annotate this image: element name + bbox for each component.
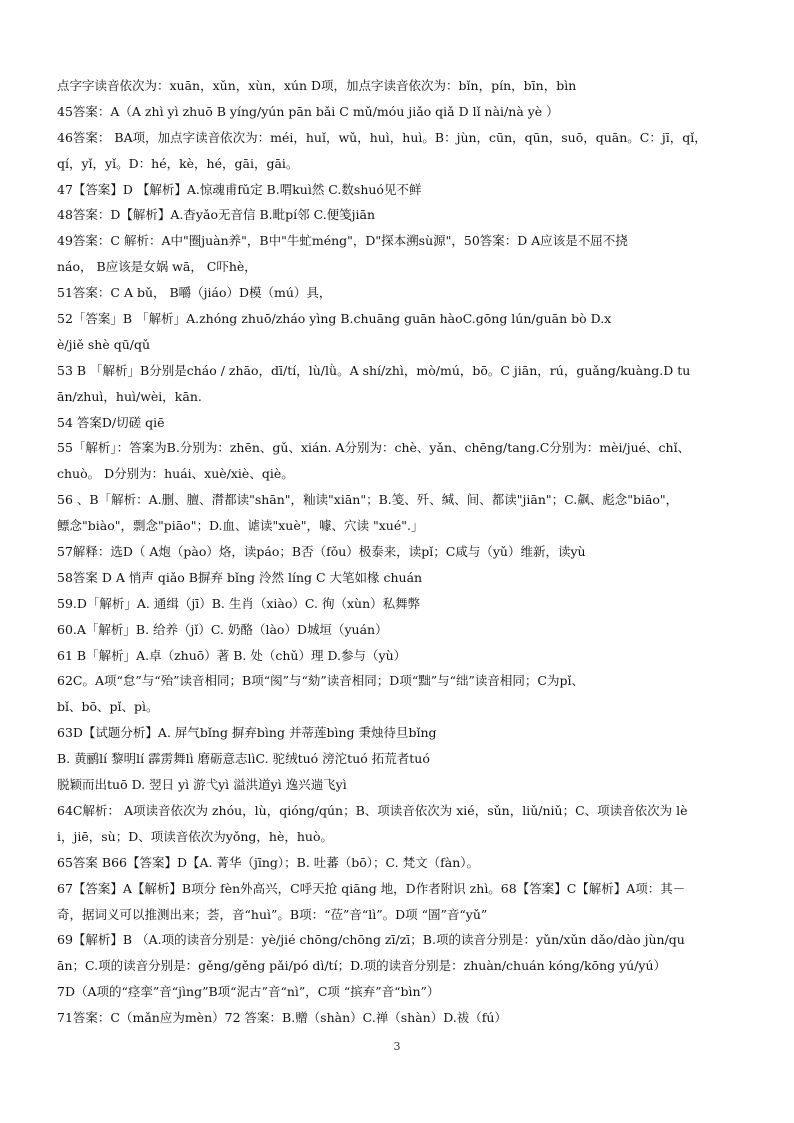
text-line: 脱颖而出tuō D. 翌日 yì 游弋yì 溢洪道yì 逸兴遄飞yì: [57, 777, 347, 793]
text-line: 47【答案】D 【解析】A.惊魂甫fǔ定 B.喟kuì然 C.数shuó见不鲜: [57, 181, 422, 197]
text-line: 49答案：C 解析：A中"圈juàn养"，B中"牛虻méng"，D"探本溯sù源"，50答案：D A应该是不屈不挠: [57, 233, 628, 249]
text-line: náo， B应该是女娲 wā， C吓hè，: [57, 259, 257, 275]
text-line: 54 答案D/切磋 qiē: [57, 414, 165, 430]
text-line: ān/zhuì，huì/wèi，kān.: [57, 388, 202, 404]
answer-text-block: [57, 73, 794, 1031]
text-line: 57解释：选D（ A炮（pào）烙，读páo；B否（fǒu）极泰来，读pǐ；C咸与（yǔ）维新，读yù: [57, 544, 586, 560]
text-line: 63D【试题分析】A. 屏气bǐng 摒弃bìng 并蒂莲bìng 秉烛待旦bǐng: [57, 725, 437, 741]
page-number: 3: [393, 1040, 401, 1053]
text-line: 鳔念"biào"，剽念"piāo"；D.血、谑读"xuè"，噱、穴读 "xué".」: [57, 518, 424, 534]
text-line: 点字字读音依次为：xuān，xǔn，xùn，xún D项，加点字读音依次为：bǐn，pín，bīn，bìn: [57, 78, 577, 93]
text-line: qí，yǐ，yǐ。D：hé，kè，hé，gāi，gāi。: [57, 155, 299, 171]
text-line: 53 B 「解析」B分别是cháo / zhāo，dī/tí，lù/lǜ。A shí/zhì，mò/mú，bō。C jiān，rú，guǎng/kuàng.D tu: [57, 362, 691, 378]
text-line: ān；C.项的读音分别是：gěng/gěng pǎi/pó dì/tí；D.项的读音分别是：zhuàn/chuán kóng/kōng yú/yú）: [57, 958, 667, 974]
text-line: 45答案：A（A zhì yì zhuō B yíng/yún pān bǎi C mǔ/móu jiǎo qiǎ D lǐ nài/nà yè ）: [57, 103, 559, 119]
text-line: 65答案 B66【答案】D【A. 菁华（jīng）；B. 吐蕃（bō）；C. 梵文（fàn）。: [57, 854, 479, 870]
text-line: 48答案：D【解析】A.杳yǎo无音信 B.毗pí邻 C.便笺jiān: [57, 207, 376, 223]
text-line: 64C解析： A项读音依次为 zhóu，lù，qióng/qún；B、项读音依次为 xié，sǔn，liǔ/niǔ；C、项读音依次为 lè: [57, 802, 688, 818]
text-line: 59.D「解析」A. 通缉（jī）B. 生肖（xiào）C. 徇（xùn）私舞弊: [57, 595, 421, 611]
text-line: 71答案：C（mǎn应为mèn）72 答案：B.赠（shàn）C.禅（shàn）D.祓（fú）: [57, 1010, 507, 1026]
text-line: i，jiē，sù；D、项读音依次为yǒng，hè，huò。: [57, 828, 333, 844]
text-line: 55「解析」：答案为B.分别为：zhēn、gǔ、xián. A分别为：chè、yǎn、chēng/tang.C分别为：mèi/jué、chǐ、: [57, 440, 691, 456]
text-line: 58答案 D A 悄声 qiǎo B摒弃 bǐng 泠然 líng C 大笔如椽 chuán: [57, 569, 423, 585]
text-line: 62C。A项“怠”与“殆”读音相同；B项“阂”与“劾”读音相同；D项“黜”与“绌”读音相同；C为pǐ、: [57, 673, 584, 689]
text-line: 46答案： BA项，加点字读音依次为：méi，huǐ，wǔ，huì，huì。B：jùn，cūn，qūn，suō，quān。C：jī，qǐ，: [57, 129, 707, 145]
text-line: 60.A「解析」B. 给养（jǐ）C. 奶酪（lào）D城垣（yuán）: [57, 621, 388, 637]
text-line: 67【答案】A【解析】B项分 fèn外高兴，C呼天抢 qiāng 地，D作者附识 zhì。68【答案】C【解析】A项：其－: [57, 880, 686, 896]
text-line: 奇，据词义可以推测出来；荟，音“huì”。B项：“莅”音“lì”。D项 “圄”音“yǔ”: [57, 906, 488, 922]
text-line: 51答案：C A bǔ， B嚼（jiáo）D模（mú）具，: [57, 285, 332, 301]
text-line: B. 黄鹂lí 黎明lí 霹雳舞lì 磨砺意志lìC. 驼绒tuó 滂沱tuó 拓荒者tuó: [57, 751, 430, 767]
text-line: 52「答案」B 「解析」A.zhóng zhuō/zháo yìng B.chuāng guān hàoC.gōng lún/guān bò D.x: [57, 311, 612, 327]
text-line: bǐ、bō、pǐ、pì。: [57, 699, 159, 715]
text-line: 61 B「解析」A.卓（zhuō）著 B. 处（chǔ）理 D.参与（yù）: [57, 647, 407, 663]
text-line: 56 、B「解析：A.删、膻、潸都读"shān"，籼读"xiān"；B.笺、歼、缄、间、都读"jiān"；C.飙、彪念"biāo"，: [57, 492, 679, 508]
text-line: 69【解析】B （A.项的读音分别是：yè/jié chōng/chōng zī/zī；B.项的读音分别是：yǔn/xǔn dǎo/dào jùn/qu: [57, 932, 685, 948]
text-line: è/jiě shè qū/qǔ: [57, 336, 151, 352]
text-line: 7D（A项的“痉挛”音“jìng”B项“泥古”音“nì”，C项 “摈弃”音“bìn”）: [57, 984, 440, 1000]
text-line: chuò。 D分别为：huái、xuè/xiè、qiè。: [57, 466, 294, 482]
